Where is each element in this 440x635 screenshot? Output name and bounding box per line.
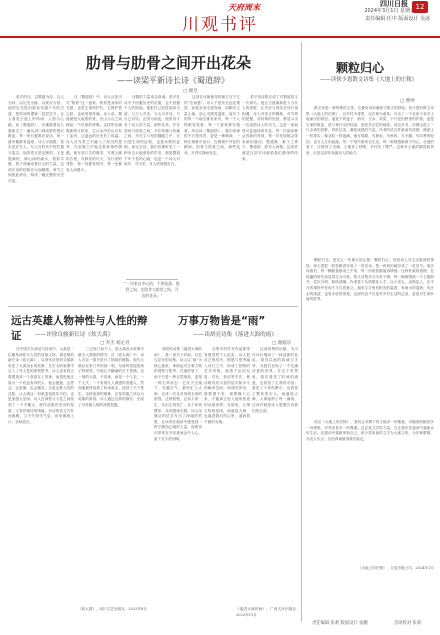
article-4-column-2: 诗集中的许多作品都带有强烈的个人色彩，诗人把自己的经历、情感与思考融入诗行之中，形成了独特的艺术风格。他善于运用反复、对比、象征等手法，使诗歌具有丰富的层次和多义的解读空间。读胡亮的诗，需要慢下来，需要静下心来，才能真正进入他所营造的诗意世界。在那里，万事万物皆是雨，雨落进大海，也落进我们的心里，滋润着干涸的灵魂。 <box>204 347 250 424</box>
article-4-source: 《落进大海的雨》，广西人民出版社，2022年11月 <box>236 607 300 617</box>
article-3-column-1: 在中国古代神话与传说中，大禹是一位兼具神性与人性的英雄人物。徐良骏的新长诗《炊大禹》，以现代诗的形式重新讲述了大禹治水的故事，在宏大的叙事中注入了对人性的深刻思考。诗人没有把大禹塑造成一个高高在上的神，而是把他还原为一个有血有肉的人：他会疲惫，会思念，会犹豫，也会痛苦。正是这种人性的还原，让大禹这一形象更加真实可信，也更加感人至深。诗人在神性与人性之间找到了一个平衡点，使作品既有史诗的厚重，又有抒情诗的细腻。长诗的语言古朴而典雅，又不失现代气息，读来朗朗上口，余味悠长。 <box>8 347 74 424</box>
article-4-author: □ 谢骏乐 <box>272 341 292 346</box>
article-2-column-1: 散文诗是一种特殊的文体，它兼有诗的凝练与散文的舒展。侠少恩的散文诗集《大地上的庄稼》，以乡村为背景，以庄稼为意象，写出了一个农家子弟对土地深沉的眷恋。他笔下的麦子、稻谷、玉米、高粱，不只是田野里的作物，更是生命的象征，是父辈汗水的结晶，是故乡记忆的载体。读这本书，仿佛走进了一片金黄的田野，风吹过来，满是成熟的气息。作者的语言朴素而有质感，像泥土一样厚实，像谷粒一样饱满。他写春耕、写夏耘、写秋收、写冬藏，写四季的轮回，也写人生的起落。每一个细节都来自生活，每一种情感都源于内心。在他的笔下，庄稼有了灵魂，土地有了呼吸，乡村有了尊严。这种对土地的敬畏和热爱，正是这部作品最动人的地方。 <box>306 106 434 155</box>
article-1-column-1: 梁平的诗，以蜀道为经，以人为纬，以历史为脉，以现实为骨。他把目光投向那条穿越千年的古道，把时间的褶皱一层层打开，让人看见古道上的风雨、人影与心跳。读《蜀道辞》，仿佛跟着诗人重新走了一遍从剑门到成都的漫长路途，每一块石板都在说话，每一道车辙都有温度。诗人写道路，其实是在写人，写人在时代中的位置与姿态。他的语言是克制的，又是饱满的，像山间的溪水，看似平静，底下却涌动着巨大的力量。这部长诗的结构宏大而精细，章节之间彼此呼应，构成一幅完整的历史长卷。 <box>8 95 64 183</box>
article-2-source: 《大地上的庄稼》，万卷出版公司，2024年1月 <box>357 566 434 570</box>
header-divider <box>0 36 440 38</box>
article-4-subtitle: ——读胡亮诗集《落进大海的雨》 <box>193 332 277 338</box>
article-3-source: 《炊大禹》，四川文艺出版社，2023年8月 <box>78 607 147 611</box>
article-3-subtitle: ——评徐良骏新长诗《炊大禹》 <box>35 332 114 338</box>
issue-date: 2024年3月1日 星期五 <box>364 8 415 14</box>
section-horizontal-divider <box>8 306 298 307</box>
footer-editor: 责任编辑 张莉 版面设计 张鹏 <box>312 621 368 626</box>
quote-rule-top <box>126 279 178 280</box>
article-2-column-3: 读完《大地上的庄稼》，我们会对脚下的土地多一份敬意，对碗里的粮食多一份珍惜，对劳动者多一份尊重。这正是文学的力量，它让我们在阅读中重新认识生活，在感动中重新审视自己。侠少恩用他的文字为大地立传，为庄稼歌唱，为农人代言，这份真诚值得我们铭记。 <box>306 420 434 441</box>
header-editor-line: 责任编辑 任中 版面设计 吴冰 <box>365 16 430 22</box>
article-2-author: □ 曹坤 <box>400 99 415 104</box>
article-2-column-2: 颗粒归仓，是农人一年最大的心愿；颗粒归心，则是诗人对生活最深的领悟。侠少恩把一粒粒粮食写成了一首首诗，把一块块田地写成了一页页书。他告诉我们，每一颗粮食都来之不易，每一份收获都值得珍惜。这种朴素的道理，在喧嚣的时代里显得尤为可贵。散文诗集共分为若干辑，每一辑都围绕一个主题展开，层次分明，脉络清晰。作者善于从细微处入手，以小见大，由物及人，在平凡的事物中发现不平凡的意义。他的文字里有阳光的温度，有雨水的湿润，有汗水的咸涩，也有丰收的喜悦。这部作品不仅是对乡村生活的记录，更是对生命价值的思考。 <box>306 258 434 302</box>
page-number-badge: 12 <box>412 1 428 13</box>
article-2-subtitle: ——读侠少恩散文诗集《大地上的庄稼》 <box>320 77 418 83</box>
article-1-column-2: 在《蜀道辞》中，诗人反复书写“肋骨”这一意象。肋骨是身体的支撑，也是生命的护栏，它保护着心脏，也承受着疼痛。诗人说，蜀道就是大地的肋骨，在山与山之间撑起一个民族的呼吸。这样的比喻既新鲜又贴切，它让冰冷的山川有了血肉，让遥远的历史有了体温。诗人在写景之中融入了深沉的思考，在叙事之中饱含着真挚的情感。他写剑门关的雄奇，写翠云廊的古柏，写驿站的灯火，写行者的背影，每一处都有细节，每一处都有人间烟火。 <box>66 95 122 172</box>
article-3-author: □ 李杰 杨定君 <box>100 341 130 346</box>
paper-name: 四川日报 <box>380 0 408 8</box>
article-1-column-3: 诗歌的力量来自真诚。梁平在诗中不回避历史的沉重，也不回避个人的困惑。他把自己放进那条古道，与古人对话，与山川对话，与自己对话。正因为如此，他的诗才有了动人的力量。那些花朵，开在肋骨与肋骨之间，开在疼痛与疼痛之间，开在生与死的缝隙之中，它们是生命的证明，也是诗歌的证明。读完全诗，我们仿佛听见了一种来自大地深处的声音，那是蜀道千年不息的心跳，也是一个诗人对故乡、对历史、对人的深情告白。 <box>124 95 180 167</box>
article-1-column-4: 这部长诗最难得的地方在于它的“在场感”。诗人不是站在远处观望，而是亲身走进现场，用脚步丈量土地，用心灵感受温度。他写下的每一个地名都有来历，每一个人物都有故事，每一个意象都有根基。所以读《蜀道辞》，我们读到的不只是风景，更是一种精神，一种在艰难中前行、在困境中开花的精神。肋骨与肋骨之间，那些花朵，开得安静而坚定。 <box>184 95 240 155</box>
article-3-title: 远古英雄人物神性与人性的辩证 <box>11 315 148 342</box>
article-1-title: 肋骨与肋骨之间开出花朵 <box>86 54 252 72</box>
masthead-brand: 天府周末 <box>228 2 260 12</box>
article-1-pull-quote: “一切来自中心的，不停流淌、肋骨之间，在肋骨与肋骨之间，开出的花朵。” <box>124 281 180 298</box>
column-title: 川观书评 <box>182 15 258 35</box>
article-1-column-5: 梁平用诗歌完成了对蜀道的又一次命名。他让古道重新进入当代人的视野，让历史与现实在诗行里相遇。诗人对语言的锤炼，对节奏的把握，对结构的经营，都显示出一位成熟诗人的功力。这是一部值得反复阅读的作品，每一次阅读都会有新的发现，每一次发现都会带来新的感动。蜀道难，难于上青天；蜀道辞，辞尽人间情。这或许就是这部长诗留给我们最深的印象。 <box>242 95 298 161</box>
article-1-author: □ 谢昱 <box>183 89 198 94</box>
article-4-title: 万事万物皆是“雨” <box>178 315 266 327</box>
footer-proof: 首席校对 张莉 <box>394 621 422 626</box>
article-3-column-2: 三过家门而不入，是大禹治水故事中最为人熟知的情节。在《炊大禹》中，诗人对这一情节进行了细致的铺陈。他写大禹站在家门外的那一刻，写他听见屋里孩子的啼哭，写他心中翻涌的万千思绪。这一刻的大禹，不是神，而是一个父亲，一个丈夫，一个有着凡人情感的普通人。然而他最终选择了转身离去，选择了天下苍生。这种选择的艰难，正是英雄之所以为英雄的原因。诗人通过这样的描写，完成了对英雄人格的深度挖掘。 <box>78 347 144 407</box>
article-4-column-1: 胡亮的诗集《落进大海的雨》，是一部关于时间、记忆与存在的诗集。诗人以“雨”为核心意象，串联起对万事万物的观察与思考。在他的笔下，雨不只是一种自然现象，更是一种生命状态：它从天空落下，穿越空气，最终汇入大海，完成一次从有形到无形的旅程。这种旅程，正如人的一生，从出生到死亡，从个体到整体，从有限到无限。诗人用简洁的语言写出了深邃的哲思，让读者在阅读中感受到一种宁静而辽阔的力量。他的诗句常常在不经意间击中人心，留下长久的回响。 <box>154 347 202 441</box>
article-4-column-3: 这部诗集的出版，为当代诗坛增添了一抹清新的色彩。胡亮以他的真诚与才华，为我们呈现了一个充满诗意的世界。在这个世界里，我们看见了时间的流逝，也看见了生命的永恒；看见了个体的渺小，也看见了整体的宏大。雨落进大海，大海接纳了每一滴雨，这或许就是诗人想要告诉我们的全部。 <box>252 347 298 413</box>
column-vertical-divider <box>301 42 302 622</box>
article-2-title: 颗粒归心 <box>336 61 385 75</box>
article-1-subtitle: ——读梁平新诗长诗《蜀道辞》 <box>117 76 229 85</box>
